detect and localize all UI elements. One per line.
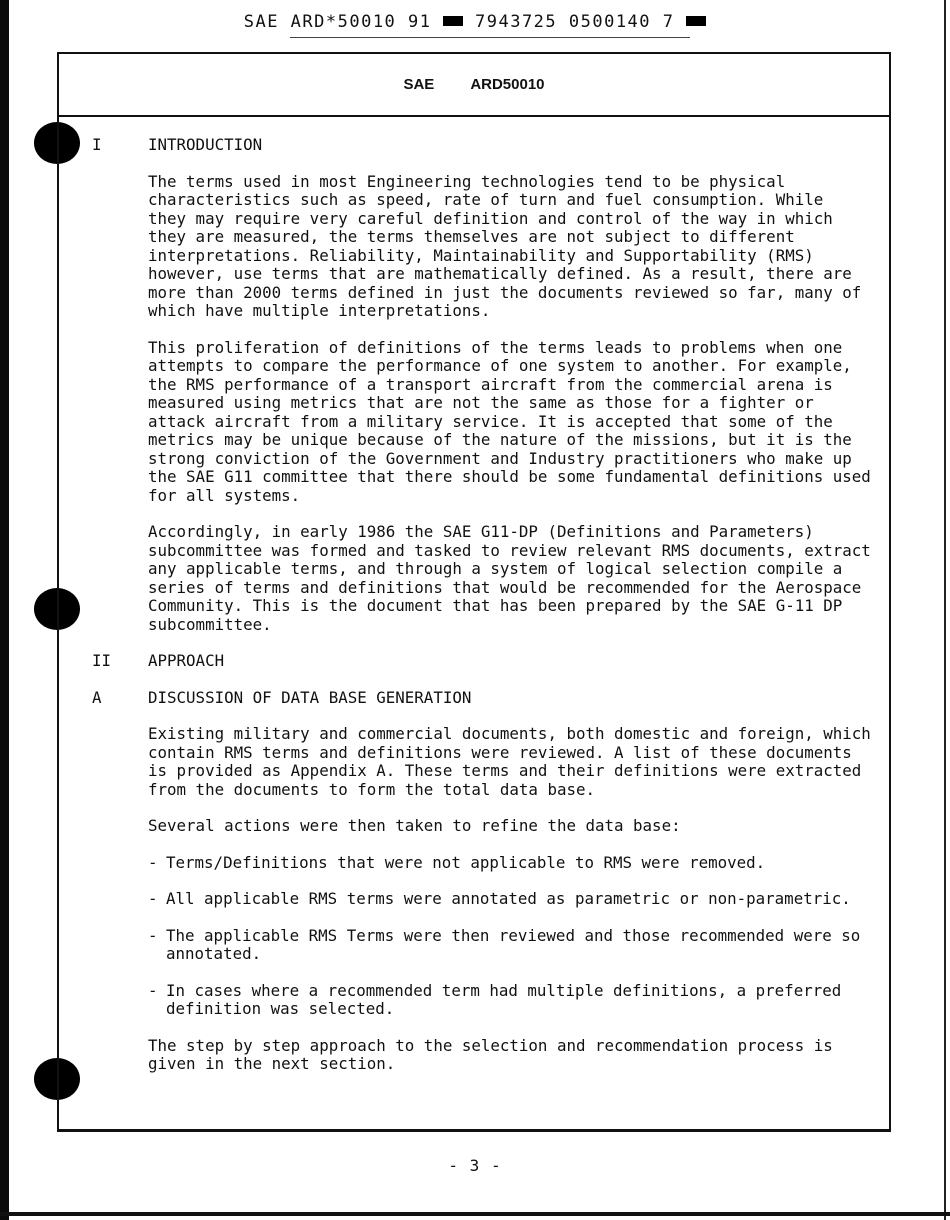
subsection-title: DISCUSSION OF DATA BASE GENERATION: [148, 687, 472, 707]
list-item: - Terms/Definitions that were not applicable to RMS were removed.: [148, 854, 872, 873]
section-heading: [92, 652, 872, 671]
paragraph: Accordingly, in early 1986 the SAE G11-DP (Definitions and Parameters) subcommittee was formed and tasked to review relevant RMS documents, extract any applicable terms, and through a system of logical selection compile a series of terms and definitions that would be recommended for the Aerospace Community. This is the document that has been prepared by the SAE G-11 DP subcommittee.: [148, 522, 871, 634]
list-item-text: All applicable RMS terms were annotated as parametric or non-parametric.: [166, 889, 851, 908]
paragraph: Existing military and commercial documents, both domestic and foreign, which contain RMS terms and definitions were reviewed. A list of these documents is provided as Appendix A. These terms and their definitions were extracted from the documents to form the total data base.: [148, 724, 871, 799]
list-item-text: Terms/Definitions that were not applicable to RMS were removed.: [166, 852, 766, 872]
list-item: - The applicable RMS Terms were then reviewed and those recommended were so annotated.: [148, 927, 872, 964]
section-number: II: [92, 651, 112, 670]
org-label: SAE: [403, 76, 435, 93]
list-item-text: In cases where a recommended term had multiple definitions, a preferred definition was selected.: [166, 980, 842, 1018]
section-number: I: [92, 135, 102, 154]
list-item: - All applicable RMS terms were annotated as parametric or non-parametric.: [148, 890, 872, 909]
subsection-heading: [92, 689, 872, 708]
header-rule: [290, 37, 690, 38]
list-item: - In cases where a recommended term had multiple definitions, a preferred definition was selected.: [148, 982, 872, 1019]
control-code-part1: SAE ARD*50010 91: [243, 12, 432, 32]
paragraph: The step by step approach to the selection and recommendation process is given in the next section.: [148, 1035, 833, 1073]
section-title: INTRODUCTION: [148, 135, 263, 154]
paragraph: Several actions were then taken to refine the data base:: [148, 816, 681, 835]
subsection-number: A: [92, 687, 102, 707]
document-body: [92, 136, 872, 1074]
list-item-text: The applicable RMS Terms were then reviewed and those recommended were so annotated.: [166, 925, 861, 963]
redaction-block: [443, 16, 463, 26]
section-title: APPROACH: [148, 651, 225, 670]
section-heading: [92, 136, 872, 155]
scan-edge-bottom: [0, 1212, 950, 1216]
scan-edge-right: [944, 0, 946, 1220]
paragraph: This proliferation of definitions of the terms leads to problems when one attempts to compare the performance of one system to another. For example, the RMS performance of a transport aircraft from the commercial arena is measured using metrics that are not the same as those for a fighter or attack aircraft from a military service. It is accepted that some of the metrics may be unique because of the nature of the missions, but it is the strong conviction of the Government and Industry practitioners who make up the SAE G11 committee that there should be some fundamental definitions used for all systems.: [148, 337, 871, 505]
scan-edge-left: [0, 0, 9, 1220]
document-control-code: [0, 12, 950, 32]
page-number: - 3 -: [448, 1156, 502, 1175]
document-id: ARD50010: [470, 76, 545, 93]
paragraph: The terms used in most Engineering technologies tend to be physical characteristics such as speed, rate of turn and fuel consumption. While they may require very careful definition and control of the way in which they are measured, the terms themselves are not subject to different interpretations. Reliability, Maintainability and Supportability (RMS) however, use terms that are mathematically defined. As a result, there are more than 2000 terms defined in just the documents reviewed so far, many of which have multiple interpretations.: [148, 171, 862, 320]
redaction-block: [686, 16, 706, 26]
frame-header: [59, 54, 889, 117]
control-code-part2: 7943725 0500140 7: [475, 12, 675, 32]
